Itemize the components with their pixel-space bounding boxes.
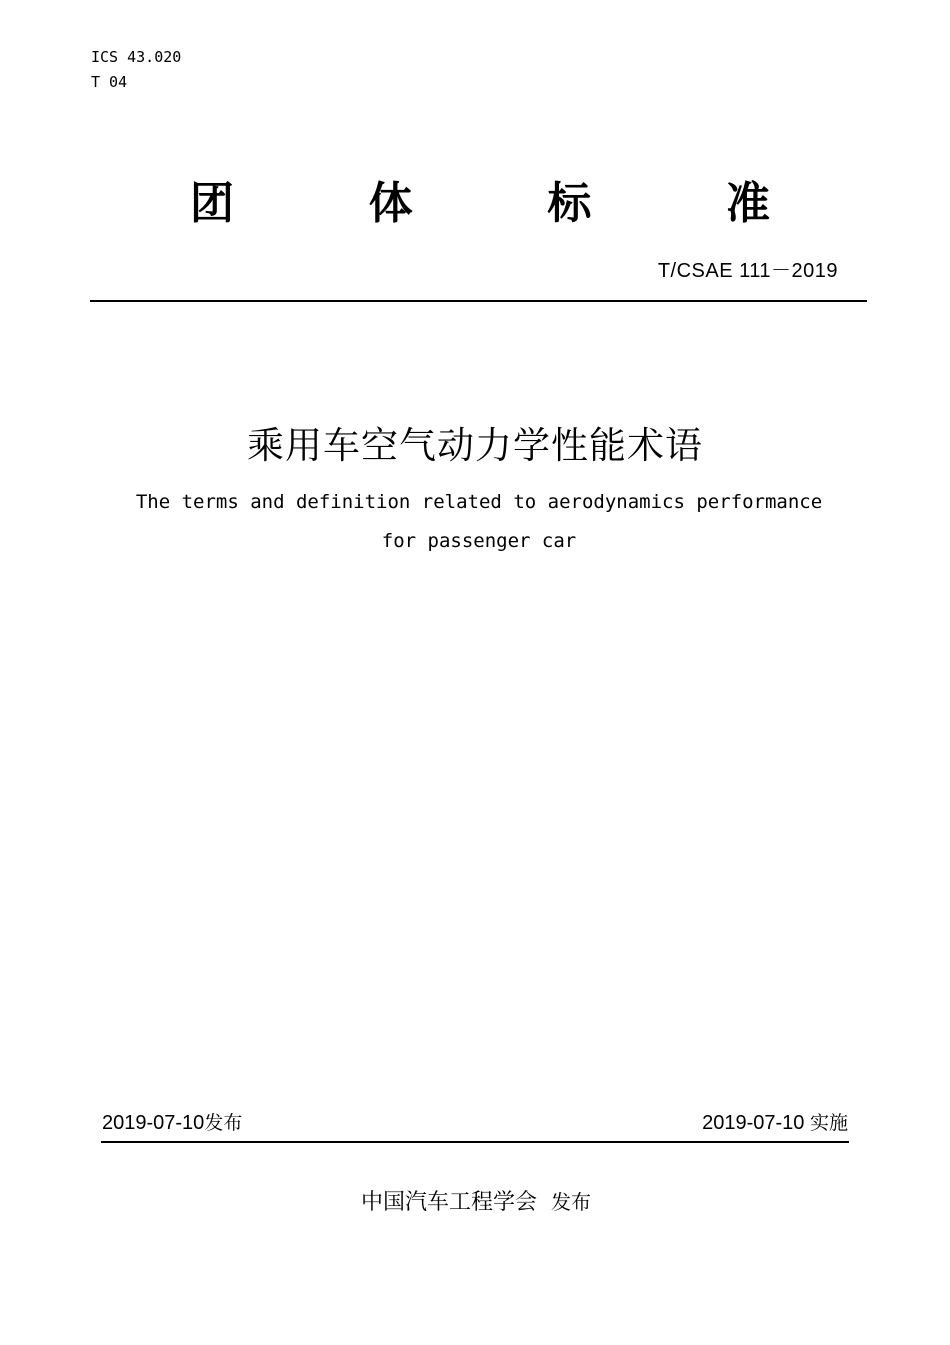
standard-type-char: 体 bbox=[368, 178, 413, 229]
document-title-chinese: 乘用车空气动力学性能术语 bbox=[247, 424, 703, 467]
publisher-line bbox=[0, 1186, 950, 1219]
publisher-name: 中国汽车工程学会 bbox=[360, 1190, 537, 1215]
implementation-date: 2019-07-10 bbox=[702, 1112, 805, 1134]
implementation-date-line bbox=[702, 1110, 848, 1136]
standard-type-heading bbox=[190, 176, 770, 232]
bottom-divider bbox=[101, 1141, 849, 1143]
implementation-label: 实施 bbox=[809, 1112, 848, 1134]
standard-type-char: 准 bbox=[725, 178, 770, 229]
ics-code: ICS 43.020 bbox=[91, 48, 182, 66]
document-title-english-line1: The terms and definition related to aerodynamics performance bbox=[135, 491, 823, 513]
ccs-code: T 04 bbox=[91, 73, 128, 91]
issue-date: 2019-07-10 bbox=[102, 1112, 205, 1134]
issue-label: 发布 bbox=[204, 1112, 243, 1134]
standard-number: T/CSAE 111－2019 bbox=[657, 260, 838, 282]
top-divider bbox=[90, 300, 867, 302]
issue-date-line bbox=[102, 1110, 242, 1136]
document-title-english-line2: for passenger car bbox=[381, 530, 577, 552]
standard-type-char: 标 bbox=[547, 178, 592, 229]
standard-type-char: 团 bbox=[190, 178, 234, 229]
publisher-verb: 发布 bbox=[551, 1190, 591, 1214]
